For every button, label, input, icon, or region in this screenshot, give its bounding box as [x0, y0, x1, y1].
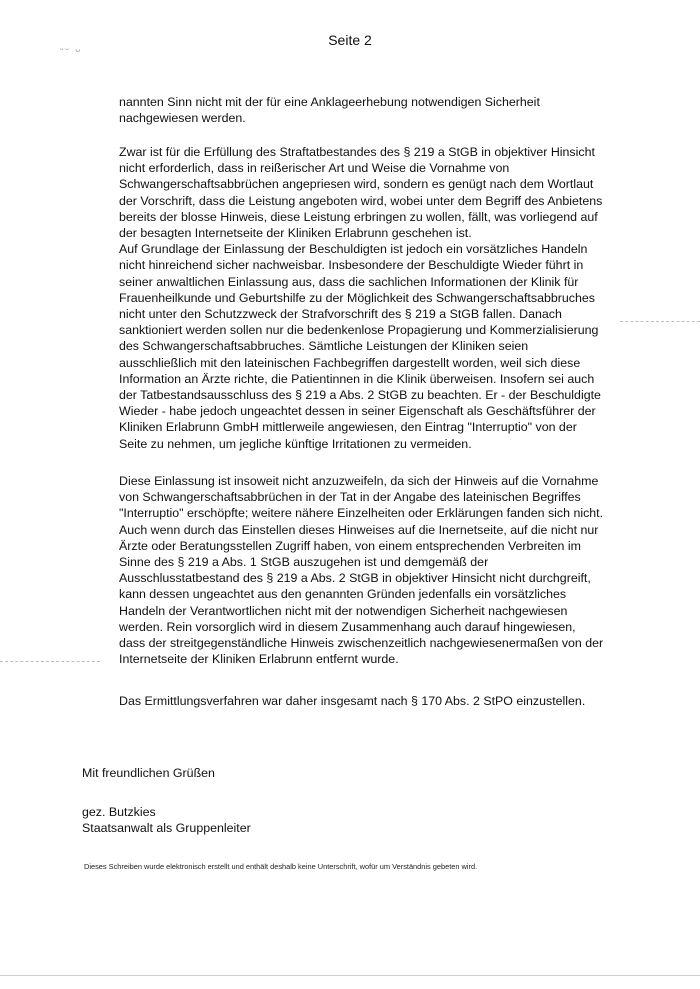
- paragraph-text: nannten Sinn nicht mit der für eine Anklageerhebung notwendigen Sicherheit nachgewiesen werden.: [119, 95, 540, 126]
- footnote: Dieses Schreiben wurde elektronisch erstellt und enthält deshalb keine Unterschrift, wofür um Verständnis gebeten wird.: [84, 862, 478, 871]
- paragraph-block-offense: [119, 144, 604, 452]
- paragraph-text: Auf Grundlage der Einlassung der Beschuldigten ist jedoch ein vorsätzliches Handeln nicht hinreichend sicher nachweisbar. Insbesondere der Beschuldigte Wieder führt in seiner anwaltlichen Einlassung aus, dass die sachlichen Informationen der Klinik für Frauenheilkunde und Geburtshilfe zu der Möglichkeit des Schwangerschaftsabbruches nicht unter den Schutzzweck der Strafvorschrift des § 219 a StGB fallen. Danach sanktioniert werden sollen nur die bedenkenlose Propagierung und Kommerzialisierung des Schwangerschaftsabbruches. Sämtliche Leistungen der Kliniken seien ausschließlich mit den lateinischen Fachbegriffen dargestellt worden, weil sich diese Information an Ärzte richte, die Patientinnen in die Klinik überweisen. Insofern sei auch der Tatbestandsausschluss des § 219 a Abs. 2 StGB zu beachten. Er - der Beschuldigte Wieder - habe jedoch ungeachtet dessen in seiner Eigenschaft als Geschäftsführer der Kliniken Erlabrunn GmbH mittlerweile angewiesen, den Eintrag "Interruptio" von der Seite zu nehmen, um jegliche künftige Irritationen zu vermeiden.: [119, 242, 601, 451]
- paragraph-text: Zwar ist für die Erfüllung des Straftatbestandes des § 219 a StGB in objektiver Hinsicht nicht erforderlich, dass in reißerischer Art und Weise die Vornahme von Schwangerschaftsabbrüchen angepriesen wird, sondern es genügt nach dem Wortlaut der Vorschrift, dass die Leistung angeboten wird, wobei unter dem Begriff des Anbietens bereits der blosse Hinweis, diese Leistung erbringen zu wollen, fällt, was vorliegend auf der besagten Internetseite der Kliniken Erlabrunn geschehen ist.: [119, 145, 603, 241]
- paragraph-assessment: [119, 473, 604, 667]
- paragraph-text: Diese Einlassung ist insoweit nicht anzuzweifeln, da sich der Hinweis auf die Vornahme von Schwangerschaftsabbrüchen in der Tat in der Angabe des lateinischen Begriffes "Interruptio" erschöpfte; weitere nähere Einzelheiten oder Erklärungen fanden sich nicht. Auch wenn durch das Einstellen dieses Hinweises auf die Inernetseite, auf die nicht nur Ärzte oder Beratungsstellen Zugriff haben, von einem entsprechenden Verbreiten im Sinne des § 219 a Abs. 1 StGB auszugehen ist und demgemäß der Ausschlusstatbestand des § 219 a Abs. 2 StGB in objektiver Hinsicht nicht durchgreift, kann dessen ungeachtet aus den genannten Gründen jedenfalls ein vorsätzliches Handeln der Verantwortlichen nicht mit der notwendigen Sicherheit nachgewiesen werden. Rein vorsorglich wird in diesem Zusammenhang auch darauf hingewiesen, dass der streitgegenständliche Hinweis zwischenzeitlich nachgewiesenermaßen von der Internetseite der Kliniken Erlabrunn entfernt wurde.: [119, 474, 604, 667]
- paragraph-continuation: [119, 94, 604, 126]
- paragraph-text: Das Ermittlungsverfahren war daher insgesamt nach § 170 Abs. 2 StPO einzustellen.: [119, 694, 586, 708]
- scan-artifact: ᵕᵕ ᴗ: [60, 44, 83, 54]
- signer-title: Staatsanwalt als Gruppenleiter: [82, 821, 251, 836]
- closing-greeting: Mit freundlichen Grüßen: [82, 766, 215, 780]
- scan-line: [620, 321, 700, 322]
- signature-block: [82, 804, 251, 836]
- signer-name: gez. Butzkies: [82, 805, 156, 819]
- page-number: Seite 2: [328, 32, 372, 48]
- paragraph-conclusion: [119, 693, 604, 709]
- scan-line: [0, 661, 100, 662]
- page-edge-line: [0, 975, 700, 976]
